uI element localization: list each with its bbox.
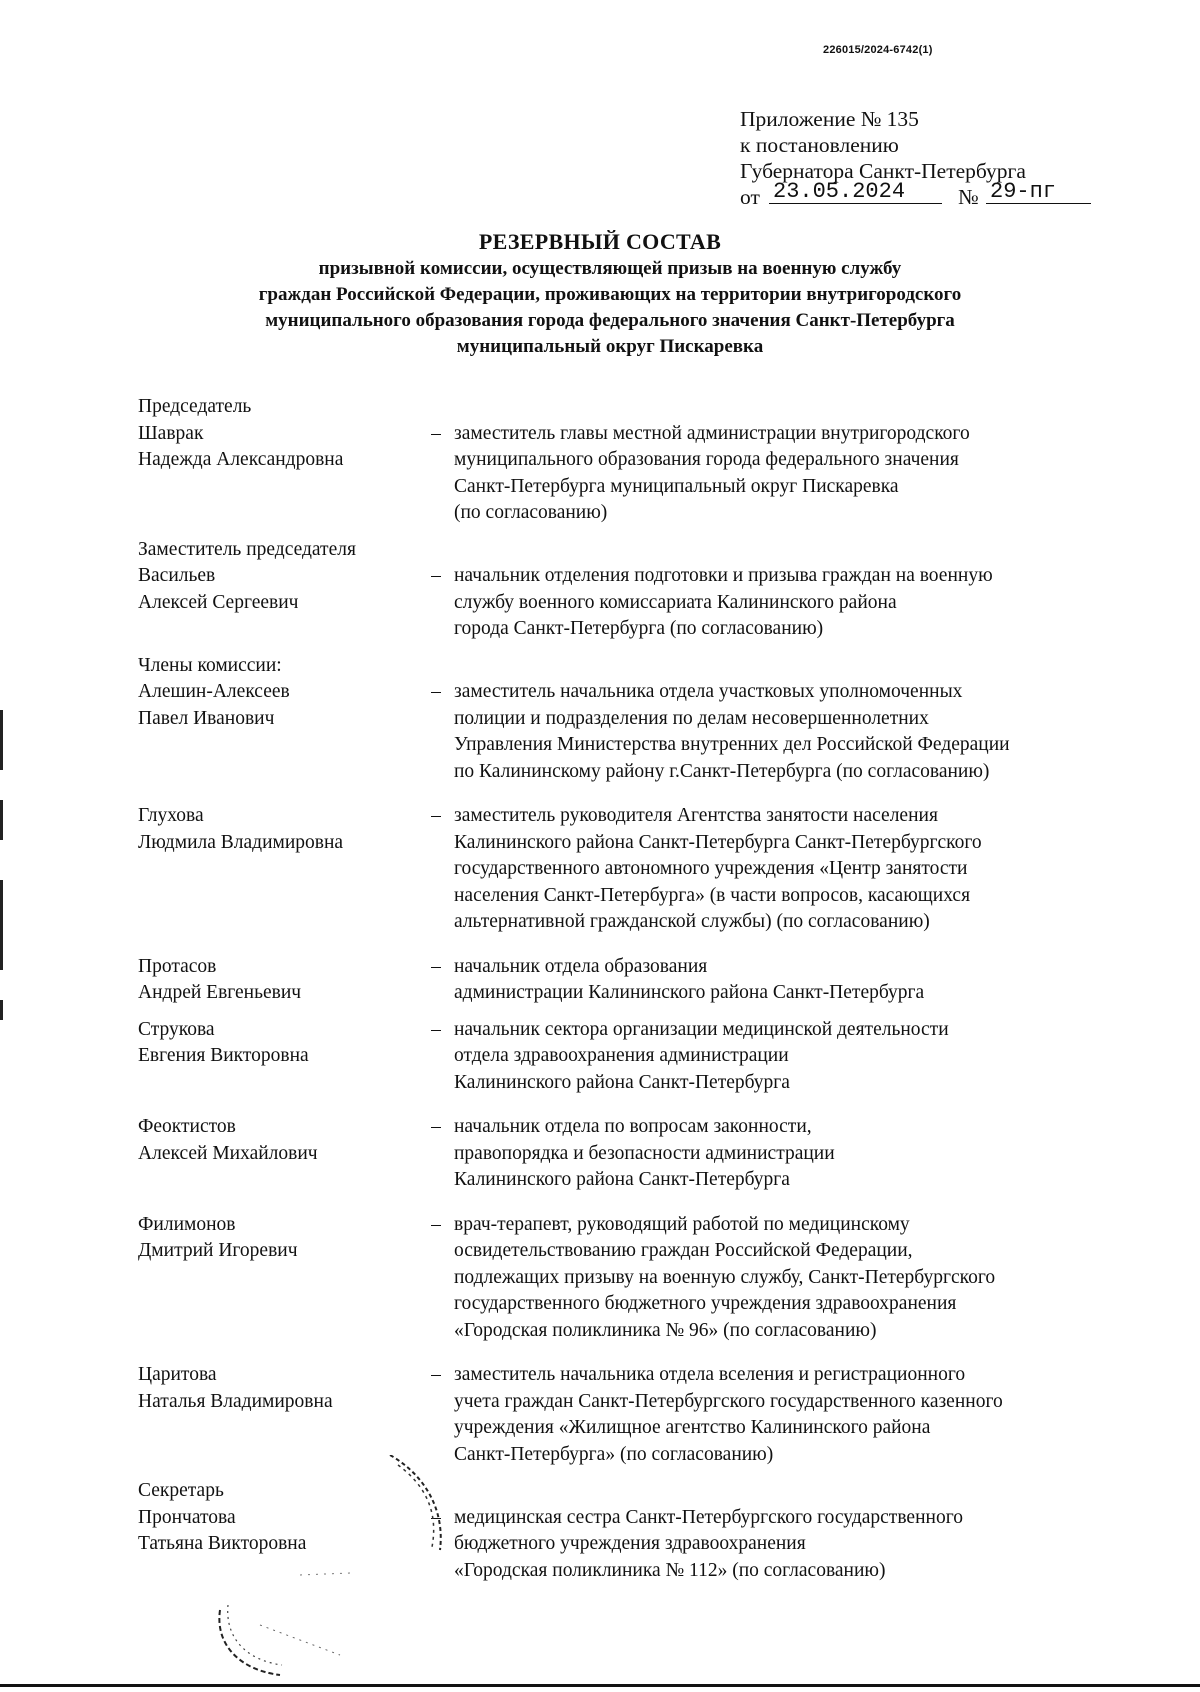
dash-separator: –	[431, 422, 441, 444]
member-position	[454, 421, 1130, 527]
dash-separator: –	[431, 1506, 441, 1528]
position-line: заместитель начальника отдела вселения и регистрационного	[454, 1364, 966, 1385]
member-given-names: Людмила Владимировна	[138, 831, 344, 853]
member-position	[454, 954, 1130, 1007]
member-given-names: Павел Иванович	[138, 707, 275, 729]
position-line: учета граждан Санкт-Петербургского государственного казенного	[454, 1390, 1003, 1412]
position-line: правопорядка и безопасности администрации	[454, 1142, 835, 1164]
member-entry	[138, 1114, 1138, 1194]
position-line: муниципального образования города федерального значения	[454, 449, 959, 470]
member-entry	[138, 679, 1138, 785]
member-given-names: Дмитрий Игоревич	[138, 1240, 298, 1261]
member-position	[454, 1362, 1130, 1468]
member-surname: Прончатова	[138, 1506, 236, 1528]
position-line: начальник сектора организации медицинской деятельности	[454, 1018, 949, 1040]
decree-number: 29-пг	[986, 179, 1091, 204]
subtitle-line: призывной комиссии, осуществляющей призыв на военную службу	[318, 258, 902, 279]
appendix-line-1: Приложение № 135	[740, 107, 919, 131]
role-secretary: Секретарь	[138, 1480, 224, 1501]
role-deputy-chair: Заместитель председателя	[138, 538, 356, 560]
scan-edge-mark	[0, 1000, 3, 1020]
position-line: подлежащих призыву на военную службу, Санкт-Петербургского	[454, 1266, 996, 1288]
dash-separator: –	[431, 1018, 441, 1040]
member-given-names: Евгения Викторовна	[138, 1045, 309, 1066]
scan-edge-mark	[0, 800, 3, 840]
position-line: учреждения «Жилищное агентство Калининского района	[454, 1417, 931, 1438]
member-name	[138, 954, 418, 1007]
member-surname: Протасов	[138, 955, 217, 977]
dash-separator: –	[431, 1213, 441, 1235]
member-position	[454, 563, 1130, 643]
member-name	[138, 679, 418, 785]
dash-separator: –	[431, 681, 441, 702]
role-chair: Председатель	[138, 396, 252, 417]
position-line: «Городская поликлиника № 112» (по согласованию)	[454, 1559, 886, 1581]
member-surname: Филимонов	[138, 1213, 236, 1235]
position-line: «Городская поликлиника № 96» (по согласованию)	[454, 1319, 877, 1341]
position-line: бюджетного учреждения здравоохранения	[454, 1533, 806, 1554]
member-surname: Феоктистов	[138, 1116, 236, 1137]
position-line: Санкт-Петербурга» (по согласованию)	[454, 1443, 774, 1465]
member-name	[138, 1212, 418, 1345]
position-line: освидетельствованию граждан Российской Федерации,	[454, 1240, 913, 1261]
member-entry	[138, 1212, 1138, 1345]
member-given-names: Андрей Евгеньевич	[138, 982, 302, 1003]
appendix-header	[740, 106, 1120, 212]
dash-separator: –	[431, 955, 441, 977]
position-line: альтернативной гражданской службы) (по согласованию)	[454, 911, 930, 932]
position-line: полиции и подразделения по делам несовершеннолетних	[454, 707, 929, 729]
member-name	[138, 1017, 418, 1097]
dash-separator: –	[431, 1116, 441, 1137]
from-label: от	[740, 185, 760, 209]
position-line: начальник отдела образования	[454, 955, 708, 977]
member-position	[454, 1505, 1130, 1585]
stamp-trace	[200, 1455, 460, 1685]
member-position	[454, 1114, 1130, 1194]
position-line: Калининского района Санкт-Петербурга Санкт-Петербургского	[454, 831, 982, 853]
position-line: Калининского района Санкт-Петербурга	[454, 1169, 790, 1190]
member-position	[454, 1017, 1130, 1097]
position-line: отдела здравоохранения администрации	[454, 1045, 789, 1066]
member-surname: Алешин-Алексеев	[138, 681, 290, 702]
scan-edge-mark	[0, 880, 3, 970]
bottom-border-line	[0, 1684, 1200, 1687]
member-name	[138, 803, 418, 936]
decree-date: 23.05.2024	[769, 179, 942, 204]
member-surname: Шаврак	[138, 422, 204, 444]
member-position	[454, 803, 1130, 936]
member-entry	[138, 803, 1138, 936]
commission-roster	[138, 394, 1138, 1584]
member-entry	[138, 421, 1138, 527]
member-surname: Царитова	[138, 1364, 217, 1385]
position-line: заместитель руководителя Агентства занятости населения	[454, 805, 938, 826]
number-label: №	[958, 185, 979, 209]
member-given-names: Алексей Сергеевич	[138, 591, 299, 613]
member-surname: Глухова	[138, 805, 204, 826]
position-line: государственного автономного учреждения «Центр занятости	[454, 858, 968, 879]
position-line: Санкт-Петербурга муниципальный округ Пискаревка	[454, 475, 899, 497]
member-name	[138, 1114, 418, 1194]
subtitle-line: муниципальный округ Пискаревка	[456, 336, 764, 357]
position-line: заместитель начальника отдела участковых уполномоченных	[454, 681, 963, 702]
position-line: медицинская сестра Санкт-Петербургского государственного	[454, 1506, 963, 1528]
document-subtitle	[110, 256, 1110, 360]
member-given-names: Наталья Владимировна	[138, 1390, 333, 1412]
appendix-date-line	[740, 179, 1120, 212]
member-name	[138, 421, 418, 527]
member-given-names: Алексей Михайлович	[138, 1142, 318, 1164]
member-name	[138, 1362, 418, 1468]
position-line: по Калининскому району г.Санкт-Петербурга (по согласованию)	[454, 760, 990, 782]
dash-separator: –	[431, 1364, 441, 1385]
dash-separator: –	[431, 565, 441, 586]
position-line: врач-терапевт, руководящий работой по медицинскому	[454, 1213, 910, 1235]
member-entry	[138, 563, 1138, 643]
document-registration-number: 226015/2024-6742(1)	[823, 44, 933, 56]
member-entry	[138, 954, 1138, 1007]
position-line: службу военного комиссариата Калининского района	[454, 591, 897, 613]
position-line: населения Санкт-Петербурга» (в части вопросов, касающихся	[454, 884, 971, 906]
position-line: Управления Министерства внутренних дел Российской Федерации	[454, 734, 1010, 755]
member-surname: Струкова	[138, 1018, 215, 1040]
position-line: заместитель главы местной администрации внутригородского	[454, 422, 970, 444]
document-title: РЕЗЕРВНЫЙ СОСТАВ	[478, 229, 722, 254]
member-surname: Васильев	[138, 565, 216, 586]
scan-edge-mark	[0, 710, 3, 770]
position-line: государственного бюджетного учреждения здравоохранения	[454, 1293, 957, 1314]
position-line: администрации Калининского района Санкт-Петербурга	[454, 982, 925, 1003]
role-members: Члены комиссии:	[138, 654, 282, 676]
dash-separator: –	[431, 805, 441, 826]
member-entry	[138, 1362, 1138, 1468]
position-line: (по согласованию)	[454, 502, 608, 523]
member-given-names: Татьяна Викторовна	[138, 1533, 307, 1554]
member-given-names: Надежда Александровна	[138, 449, 344, 470]
subtitle-line: муниципального образования города федерального значения Санкт-Петербурга	[265, 310, 955, 331]
appendix-line-3: Губернатора Санкт-Петербурга	[740, 159, 1026, 183]
position-line: города Санкт-Петербурга (по согласованию)	[454, 618, 824, 639]
position-line: Калининского района Санкт-Петербурга	[454, 1071, 790, 1093]
appendix-line-2: к постановлению	[740, 133, 899, 157]
subtitle-line: граждан Российской Федерации, проживающих на территории внутригородского	[258, 284, 962, 305]
position-line: начальник отдела по вопросам законности,	[454, 1116, 812, 1137]
member-position	[454, 679, 1130, 785]
member-position	[454, 1212, 1130, 1345]
member-name	[138, 563, 418, 643]
position-line: начальник отделения подготовки и призыва граждан на военную	[454, 565, 993, 586]
member-entry	[138, 1017, 1138, 1097]
